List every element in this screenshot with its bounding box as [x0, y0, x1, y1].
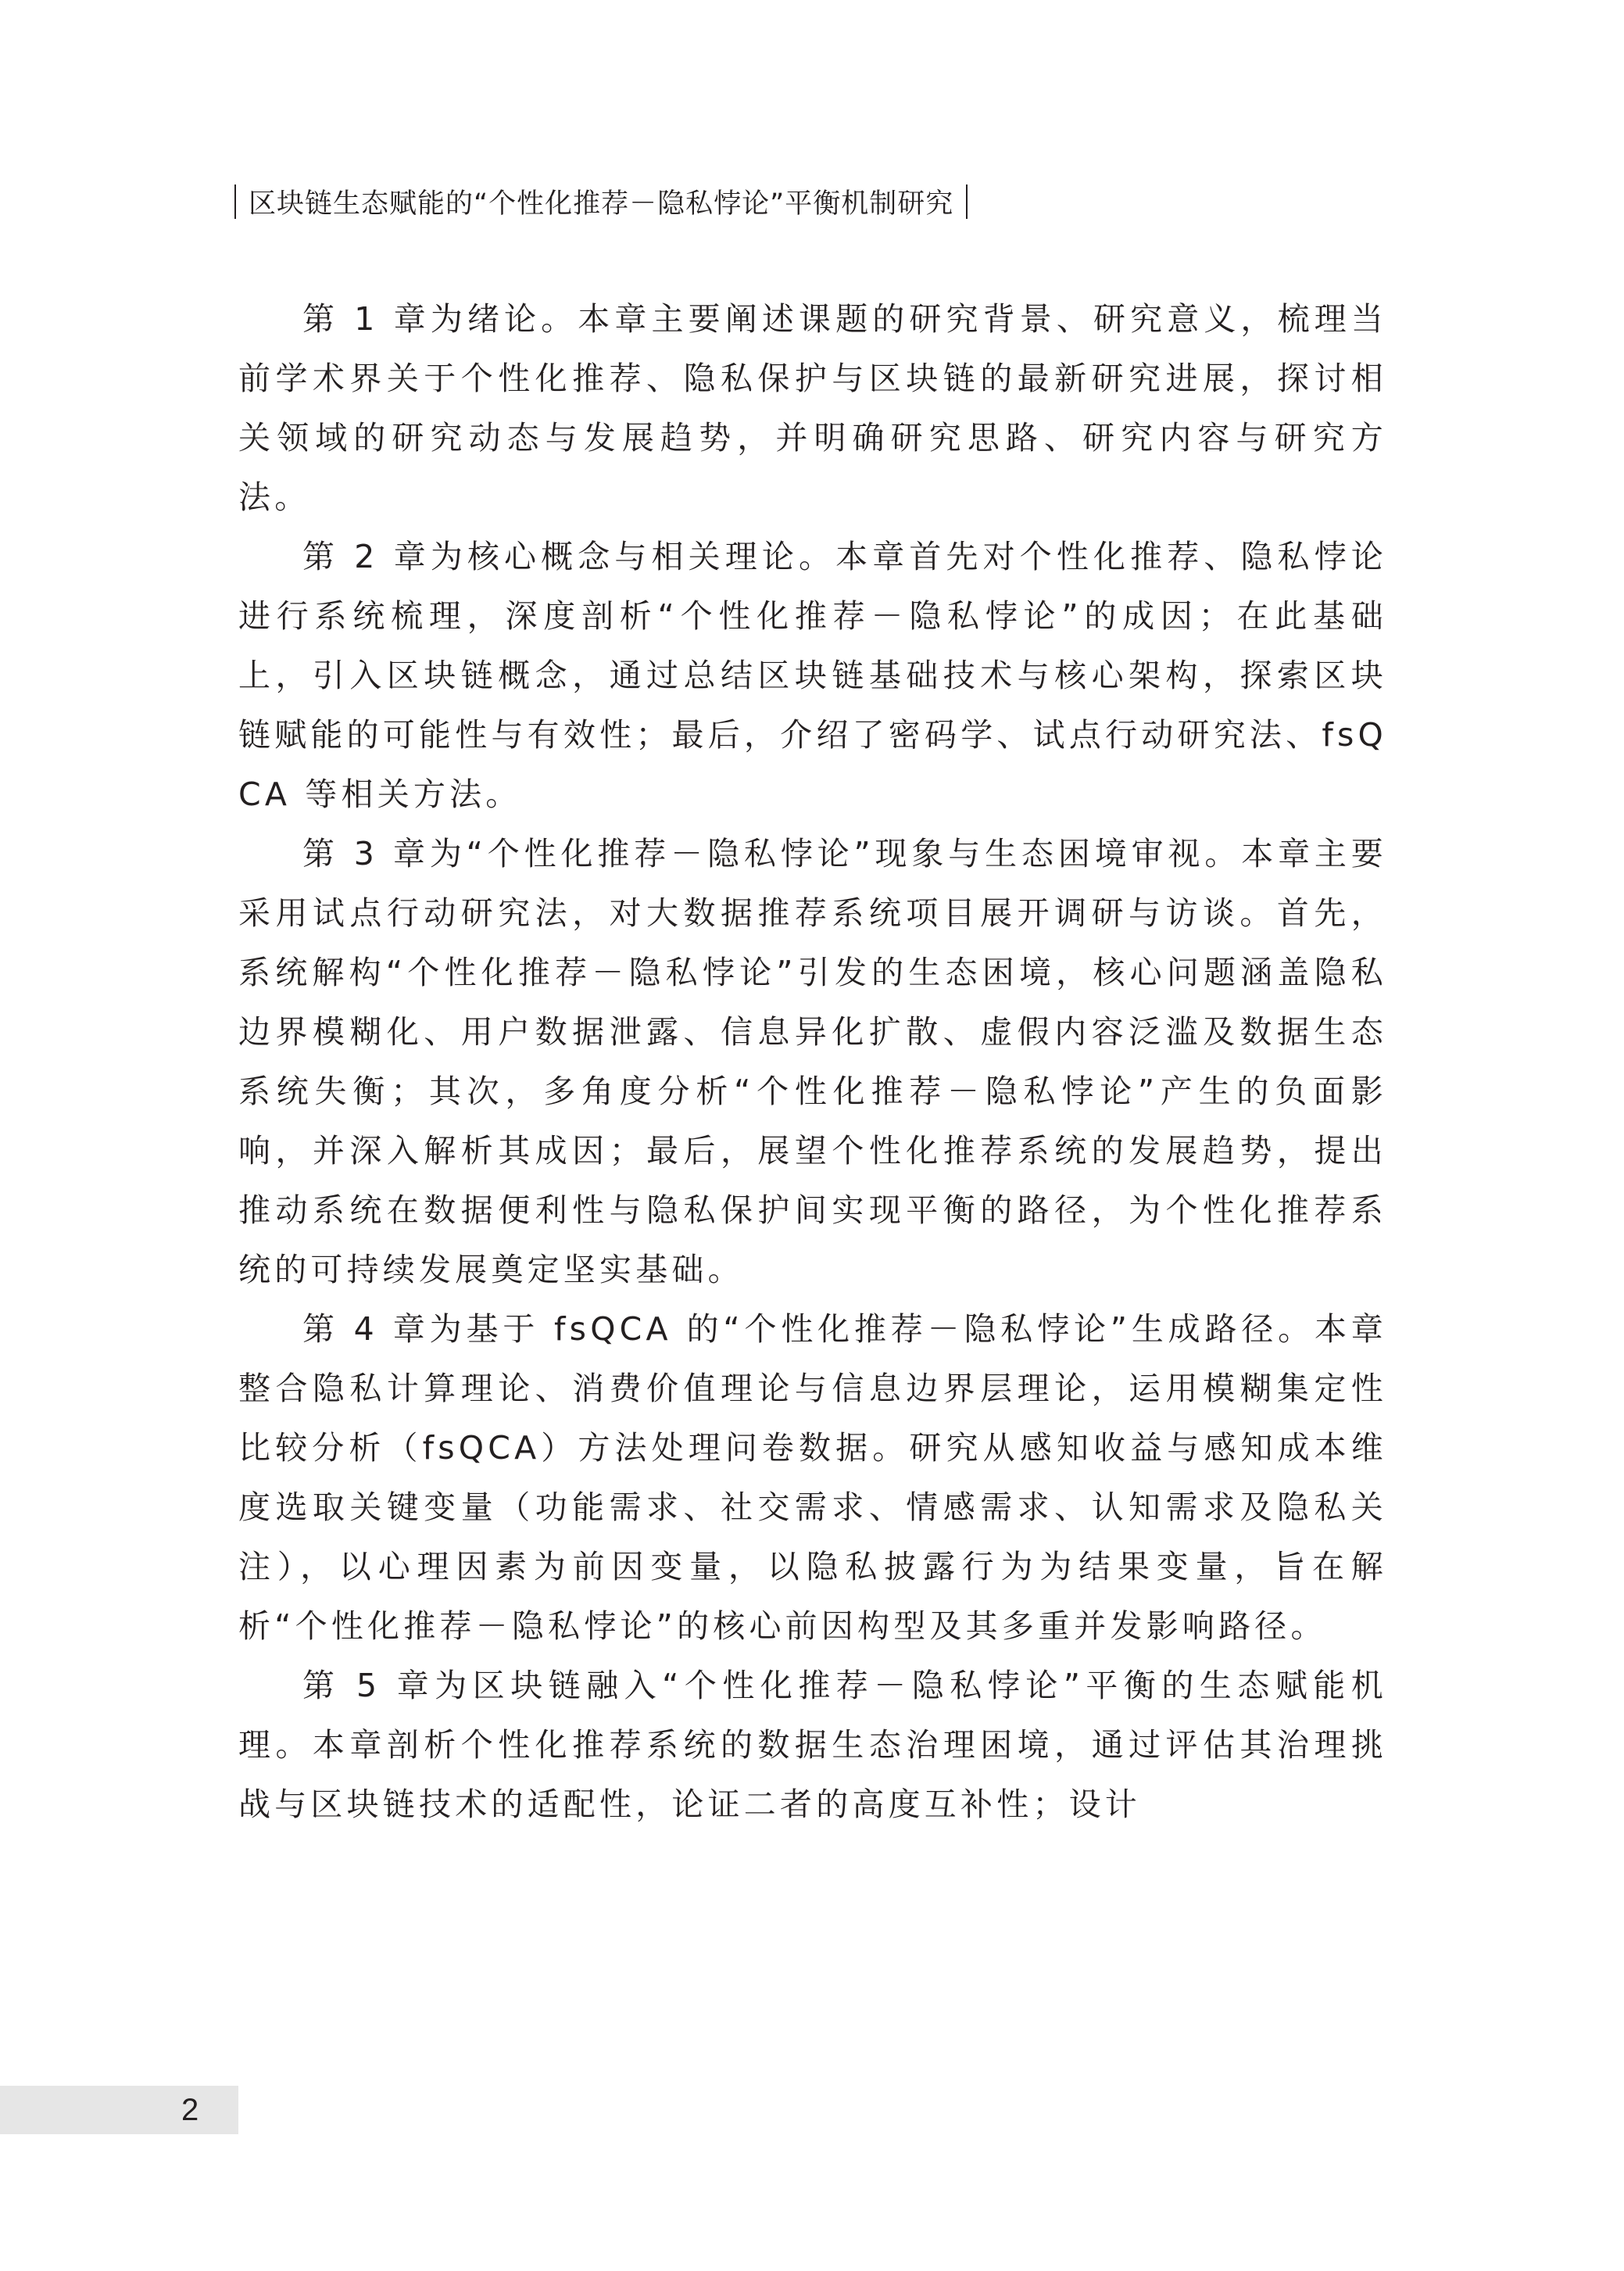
page-number: 2	[181, 2093, 199, 2127]
paragraph-chapter-5: 第 5 章为区块链融入“个性化推荐－隐私悖论”平衡的生态赋能机理。本章剖析个性化推荐系统的数据生态治理困境，通过评估其治理挑战与区块链技术的适配性，论证二者的高度互补性；设计	[238, 1667, 1387, 1823]
paragraph-chapter-3: 第 3 章为“个性化推荐－隐私悖论”现象与生态困境审视。本章主要采用试点行动研究法，对大数据推荐系统项目展开调研与访谈。首先，系统解构“个性化推荐－隐私悖论”引发的生态困境，核心问题涵盖隐私边界模糊化、用户数据泄露、信息异化扩散、虚假内容泛滥及数据生态系统失衡；其次，多角度分析“个性化推荐－隐私悖论”产生的负面影响，并深入解析其成因；最后，展望个性化推荐系统的发展趋势，提出推动系统在数据便利性与隐私保护间实现平衡的路径，为个性化推荐系统的可持续发展奠定坚实基础。	[238, 835, 1387, 1288]
running-header	[234, 178, 968, 225]
page-number-band	[0, 2086, 238, 2134]
header-title: 区块链生态赋能的“个性化推荐－隐私悖论”平衡机制研究	[249, 188, 954, 220]
paragraph-chapter-1: 第 1 章为绪论。本章主要阐述课题的研究背景、研究意义，梳理当前学术界关于个性化推荐、隐私保护与区块链的最新研究进展，探讨相关领域的研究动态与发展趋势，并明确研究思路、研究内容与研究方法。	[238, 300, 1387, 516]
paragraph-chapter-2: 第 2 章为核心概念与相关理论。本章首先对个性化推荐、隐私悖论进行系统梳理，深度剖析“个性化推荐－隐私悖论”的成因；在此基础上，引入区块链概念，通过总结区块链基础技术与核心架构，探索区块链赋能的可能性与有效性；最后，介绍了密码学、试点行动研究法、fsQCA 等相关方法。	[238, 538, 1387, 813]
body-text	[238, 289, 1387, 1834]
paragraph-chapter-4: 第 4 章为基于 fsQCA 的“个性化推荐－隐私悖论”生成路径。本章整合隐私计算理论、消费价值理论与信息边界层理论，运用模糊集定性比较分析（fsQCA）方法处理问卷数据。研究从感知收益与感知成本维度选取关键变量（功能需求、社交需求、情感需求、认知需求及隐私关注），以心理因素为前因变量，以隐私披露行为为结果变量，旨在解析“个性化推荐－隐私悖论”的核心前因构型及其多重并发影响路径。	[238, 1310, 1387, 1645]
header-right-rule	[966, 184, 968, 219]
